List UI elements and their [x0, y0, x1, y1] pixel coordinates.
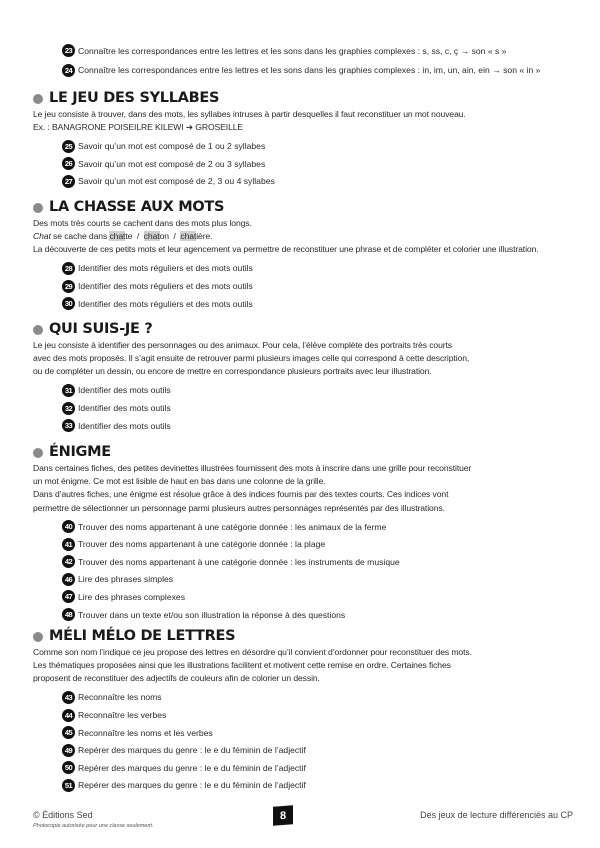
objective-item	[33, 759, 573, 777]
example-word: Chat	[33, 231, 51, 242]
number-badge: 51	[62, 779, 75, 792]
paragraph-line: Les thématiques proposées ainsi que les illustrations facilitent et motivent cette remise en ordre. Certaines fiches	[33, 660, 451, 671]
objective-text: Trouver des noms appartenant à une catégorie donnée : la plage	[78, 539, 326, 550]
objective-item	[33, 588, 573, 606]
objective-item	[33, 399, 573, 417]
bullet-icon	[33, 325, 43, 335]
bullet-icon	[33, 94, 43, 104]
objective-item	[33, 706, 573, 724]
paragraph-line: Le jeu consiste à trouver, dans des mots, les syllabes intruses à partir desquelles il faut reconstituer un mot nouveau.	[33, 109, 466, 119]
number-badge: 46	[62, 573, 75, 586]
objective-text: Connaître les correspondances entre les lettres et les sons dans les graphies complexes : in, im, un, ain, ein → son « in »	[78, 65, 541, 76]
objective-item	[33, 553, 573, 571]
objective-text: Lire des phrases simples	[78, 574, 174, 585]
number-badge: 48	[62, 608, 75, 621]
section-heading	[33, 443, 573, 462]
number-badge: 31	[62, 384, 75, 397]
number-badge: 23	[62, 44, 75, 57]
number-badge: 24	[62, 64, 75, 77]
objective-item	[33, 689, 573, 707]
objective-item	[33, 417, 573, 435]
heading-text: ÉNIGME	[49, 444, 111, 460]
objective-text: Identifier des mots réguliers et des mots outils	[78, 263, 253, 274]
number-badge: 25	[62, 140, 75, 153]
number-badge: 33	[62, 419, 75, 432]
objective-text: Trouver dans un texte et/ou son illustration la réponse à des questions	[78, 609, 346, 620]
objective-item	[33, 295, 573, 313]
example-text: se cache dans	[50, 231, 110, 242]
example-line	[33, 230, 573, 243]
objective-text: Trouver des noms appartenant à une catégorie donnée : les instruments de musique	[78, 556, 400, 567]
section-qui-suis-je	[33, 320, 573, 434]
objective-text: Identifier des mots outils	[78, 385, 171, 396]
number-badge: 28	[62, 262, 75, 275]
objective-text: Trouver des noms appartenant à une catégorie donnée : les animaux de la ferme	[78, 521, 387, 532]
objective-item	[33, 518, 573, 536]
heading-text: MÉLI MÉLO DE LETTRES	[49, 628, 236, 644]
objective-item	[33, 155, 573, 173]
section-heading	[33, 320, 573, 339]
heading-text: QUI SUIS-JE ?	[49, 321, 153, 337]
objective-text: Repérer des marques du genre : le e du féminin de l’adjectif	[78, 780, 306, 791]
book-title: Des jeux de lecture différenciés au CP	[420, 810, 573, 820]
paragraph-line: La découverte de ces petits mots et leur agencement va permettre de reconstituer une phrase et de compléter et colorier une illustration.	[33, 244, 539, 255]
paragraph-line: un mot énigme. Ce mot est lisible de haut en bas dans une colonne de la grille.	[33, 476, 326, 487]
highlight: chat	[109, 231, 126, 242]
separator: /	[132, 231, 144, 242]
highlight: chat	[180, 231, 197, 242]
bullet-icon	[33, 448, 43, 458]
objective-item	[33, 724, 573, 742]
objective-text: Identifier des mots réguliers et des mots outils	[78, 281, 253, 291]
objective-item	[33, 382, 573, 400]
bullet-icon	[33, 632, 43, 642]
publisher: © Éditions Sed	[33, 810, 93, 820]
paragraph-line: proposent de reconstituer des adjectifs de couleurs afin de colorier un dessin.	[33, 673, 320, 684]
paragraph-line: Dans certaines fiches, des petites devinettes illustrées fournissent des mots à inscrire dans une grille pour reconstituer	[33, 463, 472, 473]
objective-text: Savoir qu’un mot est composé de 2, 3 ou 4 syllabes	[78, 176, 275, 187]
number-badge: 42	[62, 555, 75, 568]
section-heading	[33, 89, 573, 108]
page-number: 8	[273, 805, 293, 825]
objective-text: Savoir qu’un mot est composé de 1 ou 2 syllabes	[78, 141, 266, 152]
objective-text: Connaître les correspondances entre les lettres et les sons dans les graphies complexes : s, ss, c, ç → son « s »	[78, 45, 507, 56]
section-chasse-aux-mots	[33, 198, 573, 312]
objective-item	[33, 777, 573, 795]
number-badge: 43	[62, 691, 75, 704]
number-badge: 45	[62, 726, 75, 739]
paragraph-line: Dans d’autres fiches, une énigme est résolue grâce à des indices fournis par des textes courts. Ces indices vont	[33, 489, 449, 500]
example-text: ière.	[196, 231, 213, 242]
section-heading	[33, 198, 573, 217]
objective-text: Lire des phrases complexes	[78, 591, 185, 602]
separator: /	[168, 231, 181, 242]
number-badge: 40	[62, 520, 75, 533]
objective-text: Repérer des marques du genre : le e du féminin de l’adjectif	[78, 762, 306, 773]
objective-text: Identifier des mots outils	[78, 420, 171, 431]
bullet-icon	[33, 203, 43, 213]
number-badge: 50	[62, 761, 75, 774]
section-jeu-des-syllabes	[33, 89, 573, 190]
highlight: chat	[143, 231, 160, 242]
objective-text: Identifier des mots réguliers et des mots outils	[78, 298, 253, 309]
number-badge: 30	[62, 297, 75, 310]
objective-item	[33, 62, 573, 80]
number-badge: 26	[62, 157, 75, 170]
paragraph-line: Des mots très courts se cachent dans des mots plus longs.	[33, 218, 252, 228]
objective-text: Reconnaître les verbes	[78, 710, 167, 720]
heading-text: LA CHASSE AUX MOTS	[49, 199, 225, 215]
paragraph-line: ou de compléter un dessin, ou encore de mettre en correspondance plusieurs portraits avec leur illustration.	[33, 366, 432, 377]
objective-item	[33, 260, 573, 278]
paragraph-line: Comme son nom l’indique ce jeu propose des lettres en désordre qu’il convient d’ordonner pour reconstituer des mots.	[33, 647, 472, 657]
number-badge: 47	[62, 590, 75, 603]
number-badge: 41	[62, 538, 75, 551]
objective-text: Reconnaître les noms et les verbes	[78, 727, 213, 738]
objective-item	[33, 741, 573, 759]
number-badge: 27	[62, 175, 75, 188]
number-badge: 32	[62, 402, 75, 415]
objective-item	[33, 606, 573, 624]
paragraph-line: Le jeu consiste à identifier des personnages ou des animaux. Pour cela, l’élève complète des portraits très courts	[33, 340, 453, 350]
heading-text: LE JEU DES SYLLABES	[49, 90, 220, 106]
objective-text: Identifier des mots outils	[78, 403, 171, 413]
section-heading	[33, 627, 573, 646]
copyright-note: Photocopie autorisée pour une classe seulement.	[33, 823, 154, 829]
paragraph-line: avec des mots proposés. Il s’agit ensuite de retrouver parmi plusieurs images celle qui correspond à cette description,	[33, 353, 470, 364]
paragraph-line: Ex. : BANAGRONE POISEILRE KILEWI ➔ GROSEILLE	[33, 122, 244, 133]
number-badge: 29	[62, 280, 75, 293]
objective-item	[33, 277, 573, 295]
objective-item	[33, 137, 573, 155]
example-text: te	[125, 231, 133, 242]
objective-item	[33, 571, 573, 589]
objective-text: Repérer des marques du genre : le e du féminin de l’adjectif	[78, 745, 306, 756]
objective-item	[33, 535, 573, 553]
example-text: on	[159, 231, 169, 242]
number-badge: 49	[62, 744, 75, 757]
section-meli-melo-de-lettres	[33, 627, 573, 794]
objective-text: Savoir qu’un mot est composé de 2 ou 3 syllabes	[78, 158, 266, 169]
objective-text: Reconnaître les noms	[78, 692, 162, 703]
page-footer	[33, 806, 573, 836]
number-badge: 44	[62, 709, 75, 722]
intro-objectives	[33, 42, 573, 79]
objective-item	[33, 173, 573, 191]
section-enigme	[33, 443, 573, 623]
objective-item	[33, 42, 573, 60]
paragraph-line: permettre de sélectionner un personnage parmi plusieurs autres personnages représentés par des illustrations.	[33, 502, 445, 513]
